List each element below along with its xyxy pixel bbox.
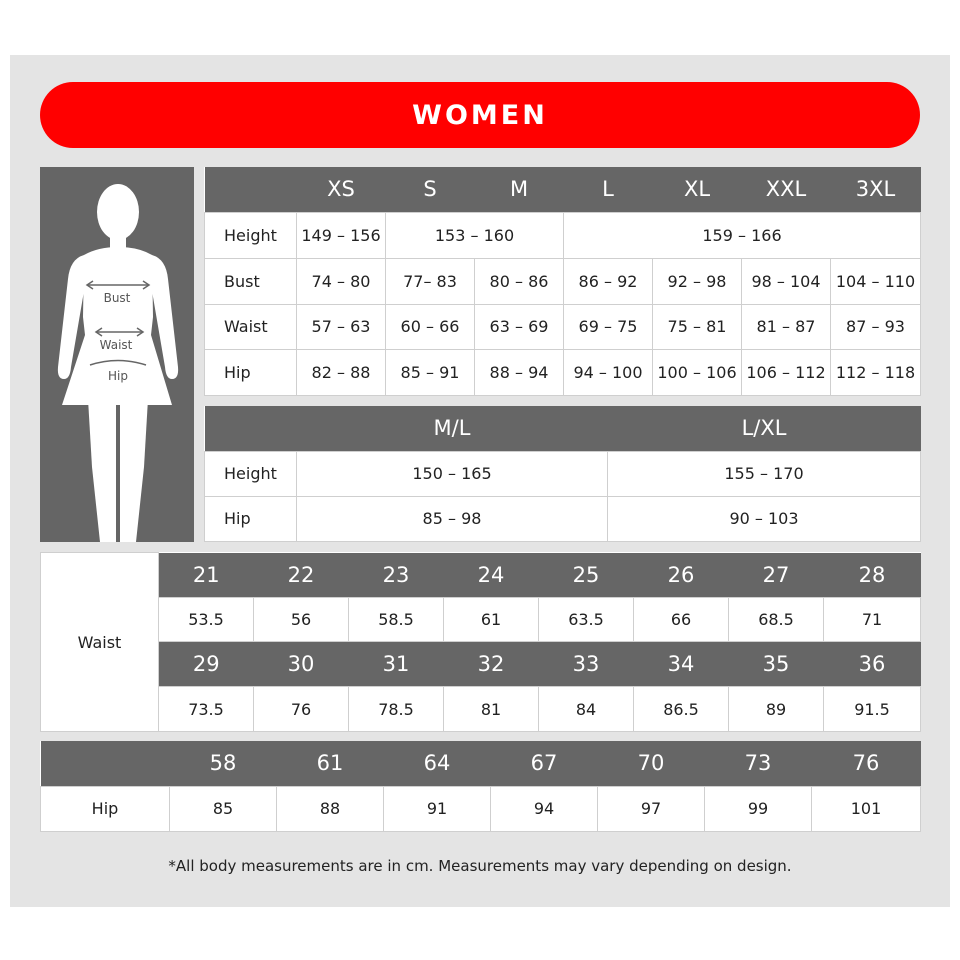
waist-size: 34 <box>634 642 729 687</box>
table-cell: 80 – 86 <box>475 258 564 304</box>
table-cell: 76 <box>254 687 349 732</box>
row-label-waist: Waist <box>41 553 159 732</box>
table-row <box>205 496 921 541</box>
size-table <box>204 167 921 396</box>
waist-size: 32 <box>444 642 539 687</box>
hip-size: 70 <box>598 741 705 786</box>
table-row <box>205 349 921 395</box>
waist-size: 28 <box>824 553 921 598</box>
table-cell: 91.5 <box>824 687 921 732</box>
row-label-height: Height <box>205 451 297 496</box>
table-cell: 94 <box>491 786 598 831</box>
table-cell: 58.5 <box>349 598 444 642</box>
table-cell: 84 <box>539 687 634 732</box>
figure-label-waist: Waist <box>99 338 133 352</box>
table-cell: 99 <box>705 786 812 831</box>
height-value-l-3xl: 159 – 166 <box>564 212 921 258</box>
table-cell: 82 – 88 <box>297 349 386 395</box>
height-value-s-m: 153 – 160 <box>386 212 564 258</box>
waist-size: 30 <box>254 642 349 687</box>
waist-size: 36 <box>824 642 921 687</box>
row-label-hip: Hip <box>41 786 170 831</box>
hip-size: 67 <box>491 741 598 786</box>
combo-size-table <box>204 406 921 542</box>
table-row <box>41 687 921 732</box>
table-cell: 81 – 87 <box>742 304 831 349</box>
header-blank <box>205 167 297 212</box>
table-cell: 66 <box>634 598 729 642</box>
table-cell: 60 – 66 <box>386 304 475 349</box>
table-row <box>41 598 921 642</box>
table-cell: 68.5 <box>729 598 824 642</box>
table-cell: 86.5 <box>634 687 729 732</box>
table-cell: 150 – 165 <box>297 451 608 496</box>
table-cell: 69 – 75 <box>564 304 653 349</box>
size-m-l: M/L <box>297 406 608 451</box>
waist-header-row-2 <box>41 642 921 687</box>
table-cell: 91 <box>384 786 491 831</box>
table-cell: 87 – 93 <box>831 304 921 349</box>
size-xs: XS <box>297 167 386 212</box>
table-cell: 63.5 <box>539 598 634 642</box>
table-row <box>205 451 921 496</box>
table-cell: 71 <box>824 598 921 642</box>
waist-size: 33 <box>539 642 634 687</box>
table-cell: 81 <box>444 687 539 732</box>
table-cell: 97 <box>598 786 705 831</box>
table-row <box>205 258 921 304</box>
table-cell: 74 – 80 <box>297 258 386 304</box>
waist-header-row-1 <box>41 553 921 598</box>
size-s: S <box>386 167 475 212</box>
footnote: *All body measurements are in cm. Measurements may vary depending on design. <box>168 857 792 875</box>
waist-size: 29 <box>159 642 254 687</box>
table-cell: 86 – 92 <box>564 258 653 304</box>
body-figure-panel <box>40 167 194 542</box>
table-cell: 98 – 104 <box>742 258 831 304</box>
body-silhouette-icon <box>40 167 194 542</box>
waist-size: 23 <box>349 553 444 598</box>
row-label-bust: Bust <box>205 258 297 304</box>
table-cell: 155 – 170 <box>608 451 921 496</box>
table-cell: 57 – 63 <box>297 304 386 349</box>
page-title: WOMEN <box>412 99 548 131</box>
figure-label-bust: Bust <box>103 291 131 305</box>
waist-size: 25 <box>539 553 634 598</box>
header-blank <box>205 406 297 451</box>
hip-size: 61 <box>277 741 384 786</box>
table-cell: 85 – 98 <box>297 496 608 541</box>
title-banner <box>40 82 920 148</box>
waist-size-table <box>40 552 921 732</box>
table-cell: 101 <box>812 786 921 831</box>
waist-size: 35 <box>729 642 824 687</box>
size-m: M <box>475 167 564 212</box>
size-3xl: 3XL <box>831 167 921 212</box>
row-label-hip: Hip <box>205 496 297 541</box>
size-l: L <box>564 167 653 212</box>
size-header-row <box>205 167 921 212</box>
hip-size: 73 <box>705 741 812 786</box>
table-cell: 73.5 <box>159 687 254 732</box>
table-row <box>205 212 921 258</box>
table-cell: 94 – 100 <box>564 349 653 395</box>
table-row <box>41 786 921 831</box>
hip-size-table <box>40 741 921 832</box>
size-xl: XL <box>653 167 742 212</box>
table-cell: 106 – 112 <box>742 349 831 395</box>
hip-size: 76 <box>812 741 921 786</box>
hip-size: 64 <box>384 741 491 786</box>
waist-size: 21 <box>159 553 254 598</box>
table-cell: 85 <box>170 786 277 831</box>
table-cell: 100 – 106 <box>653 349 742 395</box>
table-cell: 78.5 <box>349 687 444 732</box>
table-cell: 77– 83 <box>386 258 475 304</box>
hip-header-row <box>41 741 921 786</box>
table-cell: 53.5 <box>159 598 254 642</box>
waist-size: 31 <box>349 642 444 687</box>
table-cell: 56 <box>254 598 349 642</box>
table-cell: 89 <box>729 687 824 732</box>
table-cell: 112 – 118 <box>831 349 921 395</box>
header-blank <box>41 741 170 786</box>
table-row <box>205 304 921 349</box>
table-cell: 85 – 91 <box>386 349 475 395</box>
waist-size: 24 <box>444 553 539 598</box>
waist-size: 27 <box>729 553 824 598</box>
table-cell: 75 – 81 <box>653 304 742 349</box>
table-cell: 63 – 69 <box>475 304 564 349</box>
size-xxl: XXL <box>742 167 831 212</box>
row-label-hip: Hip <box>205 349 297 395</box>
table-cell: 92 – 98 <box>653 258 742 304</box>
row-label-height: Height <box>205 212 297 258</box>
hip-size: 58 <box>170 741 277 786</box>
table-cell: 61 <box>444 598 539 642</box>
table-cell: 88 – 94 <box>475 349 564 395</box>
table-cell: 104 – 110 <box>831 258 921 304</box>
height-value-xs: 149 – 156 <box>297 212 386 258</box>
table-cell: 90 – 103 <box>608 496 921 541</box>
figure-label-hip: Hip <box>108 369 128 383</box>
size-l-xl: L/XL <box>608 406 921 451</box>
table-cell: 88 <box>277 786 384 831</box>
row-label-waist: Waist <box>205 304 297 349</box>
waist-size: 26 <box>634 553 729 598</box>
combo-header-row <box>205 406 921 451</box>
waist-size: 22 <box>254 553 349 598</box>
